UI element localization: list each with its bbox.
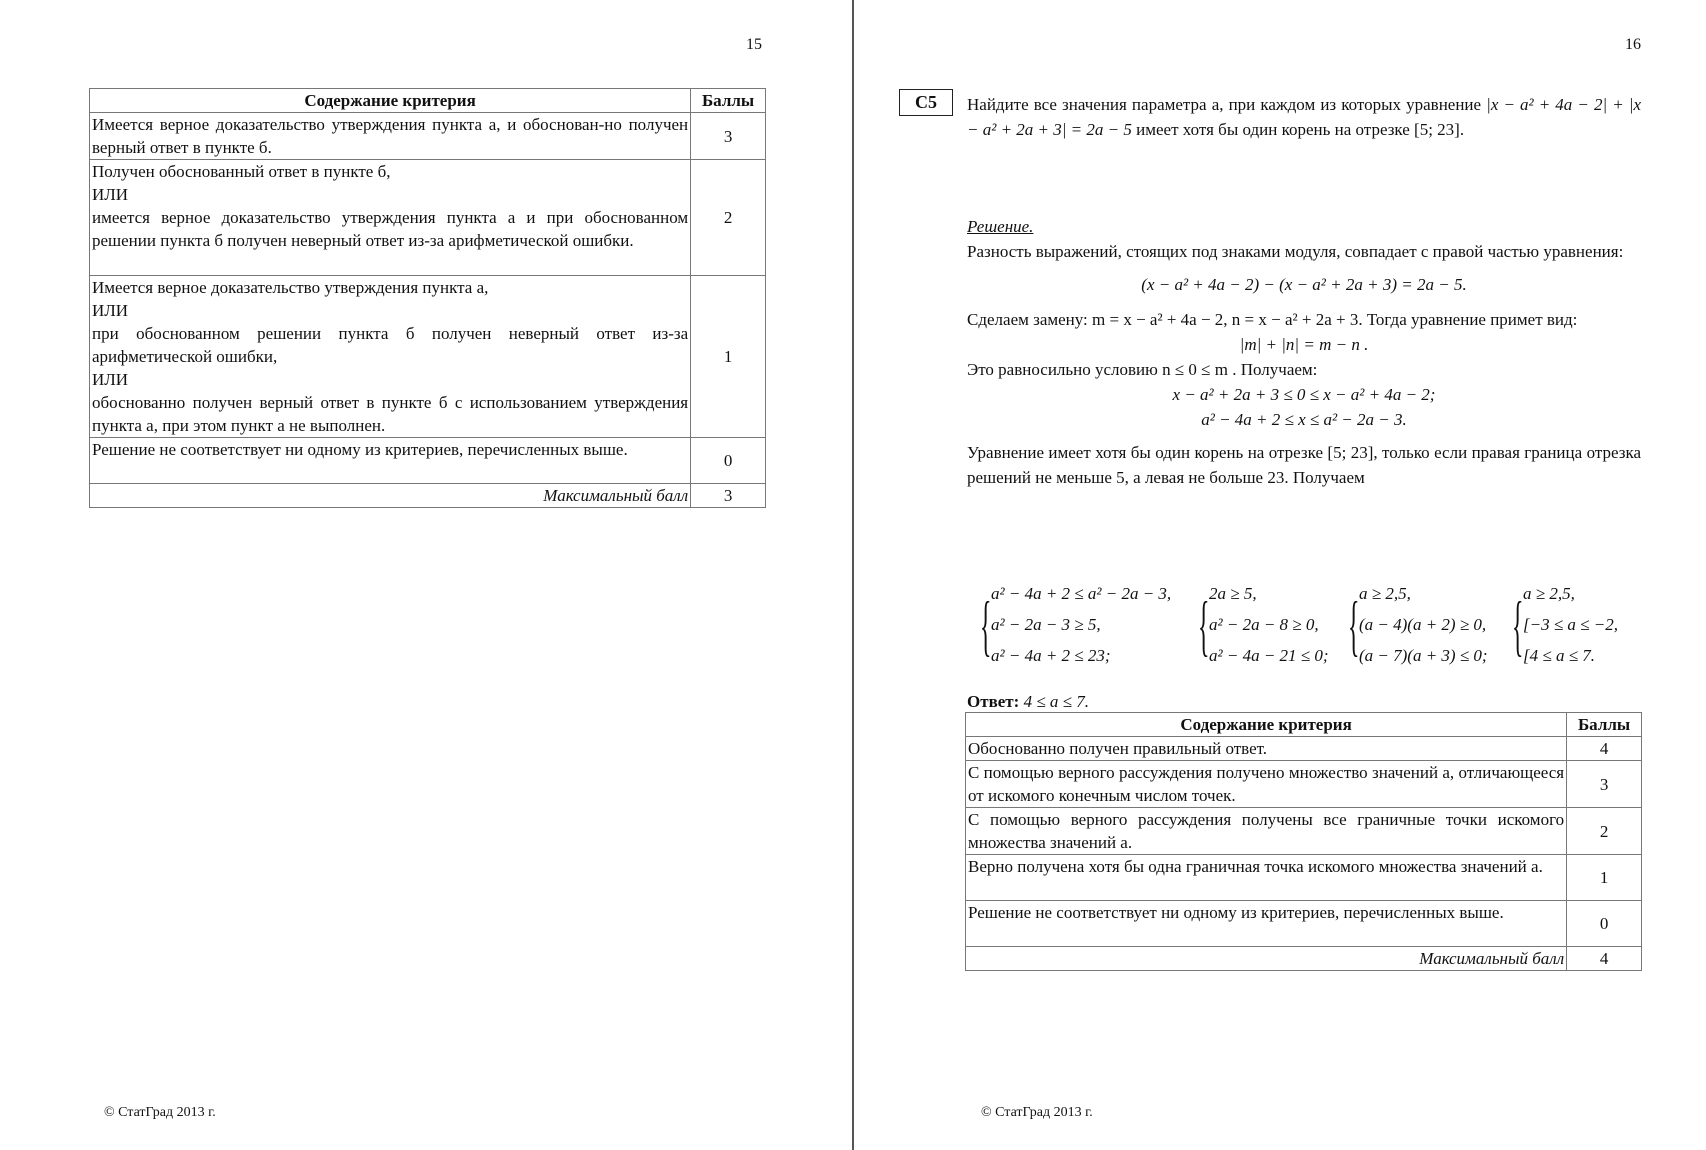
system-line: a² − 2a − 8 ≥ 0, (1209, 615, 1319, 634)
criterion-text: Верно получена хотя бы одна граничная точка искомого множества значений a. (966, 855, 1567, 901)
criteria-table (89, 88, 766, 508)
criterion-text (90, 276, 691, 438)
criterion-line: обоснованно получен верный ответ в пункте б с использованием утверждения пункта а, при этом пункт а не выполнен. (92, 393, 689, 435)
copyright: © СтатГрад 2013 г. (104, 1105, 216, 1120)
page-number: 16 (1625, 36, 1641, 53)
solution (967, 214, 1641, 490)
criterion-score: 1 (691, 276, 766, 438)
table-row (966, 901, 1642, 947)
inequality-system (1512, 578, 1618, 671)
solution-equation: (x − a² + 4a − 2) − (x − a² + 2a + 3) = 2a − 5. (1141, 275, 1467, 294)
task-equation: |x − a² + 4a − 2| + |x − a² + 2a + 3| = 2a − 5 (967, 95, 1641, 139)
criterion-score: 0 (1567, 901, 1642, 947)
system-line: [4 ≤ a ≤ 7. (1523, 646, 1596, 665)
criterion-text: Решение не соответствует ни одному из критериев, перечисленных выше. (90, 438, 691, 484)
page-divider (852, 0, 854, 1150)
criterion-line: ИЛИ (92, 370, 129, 389)
criterion-score: 2 (1567, 808, 1642, 855)
table-row (966, 855, 1642, 901)
solution-equation: a² − 4a + 2 ≤ x ≤ a² − 2a − 3. (1201, 410, 1407, 429)
table-row (90, 113, 766, 160)
brace-symbol: { (980, 587, 992, 663)
criterion-line: при обоснованном решении пункта б получен неверный ответ из-за арифметической ошибки, (92, 324, 689, 366)
solution-paragraph: Это равносильно условию n ≤ 0 ≤ m . Получаем: (967, 360, 1318, 379)
page-16 (856, 0, 1706, 1150)
max-score-label: Максимальный балл (966, 947, 1567, 971)
table-footer-row (90, 484, 766, 508)
copyright: © СтатГрад 2013 г. (981, 1105, 1093, 1120)
brace-symbol: { (1512, 587, 1524, 663)
system-line: 2a ≥ 5, (1209, 584, 1257, 603)
solution-paragraph: Сделаем замену: m = x − a² + 4a − 2, n = x − a² + 2a + 3. Тогда уравнение примет вид: (967, 310, 1578, 329)
column-header: Содержание критерия (966, 713, 1567, 737)
page-15 (0, 0, 852, 1150)
table-row (966, 761, 1642, 808)
inequality-system (1348, 578, 1488, 671)
system-line: a² − 4a − 21 ≤ 0; (1209, 646, 1329, 665)
criterion-text: Решение не соответствует ни одному из критериев, перечисленных выше. (966, 901, 1567, 947)
criterion-text: С помощью верного рассуждения получено множество значений a, отличающееся от искомого конечным числом точек. (966, 761, 1567, 808)
max-score-label: Максимальный балл (90, 484, 691, 508)
brace-symbol: { (1348, 587, 1360, 663)
criterion-score: 3 (691, 113, 766, 160)
answer-value: 4 ≤ a ≤ 7. (1023, 692, 1089, 711)
criterion-text: Обоснованно получен правильный ответ. (966, 737, 1567, 761)
criterion-text: С помощью верного рассуждения получены все граничные точки искомого множества значений a. (966, 808, 1567, 855)
criterion-text (90, 160, 691, 276)
task-text: Найдите все значения параметра a, при каждом из которых уравнение (967, 95, 1482, 114)
answer (967, 689, 1641, 714)
criterion-score: 4 (1567, 737, 1642, 761)
criterion-score: 1 (1567, 855, 1642, 901)
system-line: a² − 2a − 3 ≥ 5, (991, 615, 1101, 634)
system-line: (a − 4)(a + 2) ≥ 0, (1359, 615, 1487, 634)
solution-heading: Решение. (967, 217, 1034, 236)
column-header: Содержание критерия (90, 89, 691, 113)
solution-equation: x − a² + 2a + 3 ≤ 0 ≤ x − a² + 4a − 2; (1172, 385, 1436, 404)
criterion-score: 0 (691, 438, 766, 484)
table-row (966, 737, 1642, 761)
criterion-line: ИЛИ (92, 185, 129, 204)
criterion-score: 2 (691, 160, 766, 276)
system-line: a² − 4a + 2 ≤ a² − 2a − 3, (991, 584, 1172, 603)
answer-label: Ответ: (967, 692, 1020, 711)
system-line: a² − 4a + 2 ≤ 23; (991, 646, 1111, 665)
table-row (966, 808, 1642, 855)
criterion-line: Имеется верное доказательство утверждения пункта а, (92, 278, 489, 297)
inequality-system (980, 578, 1171, 671)
table-row (90, 276, 766, 438)
page-number: 15 (746, 36, 762, 53)
max-score-value: 3 (691, 484, 766, 508)
table-footer-row (966, 947, 1642, 971)
table-row (90, 160, 766, 276)
criteria-table (965, 712, 1642, 971)
system-line: a ≥ 2,5, (1359, 584, 1411, 603)
criterion-line: имеется верное доказательство утверждения пункта а и при обоснованном решении пункта б получен неверный ответ из-за арифметической ошибки. (92, 208, 689, 250)
task-label: C5 (899, 89, 953, 116)
table-header-row (90, 89, 766, 113)
system-line: a ≥ 2,5, (1523, 584, 1575, 603)
column-header: Баллы (691, 89, 766, 113)
brace-symbol: { (1198, 587, 1210, 663)
table-row (90, 438, 766, 484)
column-header: Баллы (1567, 713, 1642, 737)
criterion-text: Имеется верное доказательство утверждения пункта а, и обоснован-но получен верный ответ в пункте б. (90, 113, 691, 160)
solution-paragraph: Уравнение имеет хотя бы один корень на отрезке [5; 23], только если правая граница отрезка решений не меньше 5, а левая не больше 23. Получаем (967, 443, 1641, 487)
solution-paragraph: Разность выражений, стоящих под знаками модуля, совпадает с правой частью уравнения: (967, 242, 1624, 261)
max-score-value: 4 (1567, 947, 1642, 971)
system-line: (a − 7)(a + 3) ≤ 0; (1359, 646, 1488, 665)
solution-equation: |m| + |n| = m − n . (1239, 335, 1369, 354)
criterion-line: Получен обоснованный ответ в пункте б, (92, 162, 391, 181)
system-line: [−3 ≤ a ≤ −2, (1523, 615, 1618, 634)
criterion-score: 3 (1567, 761, 1642, 808)
task-interval: [5; 23]. (1414, 120, 1465, 139)
table-header-row (966, 713, 1642, 737)
criterion-line: ИЛИ (92, 301, 129, 320)
task-statement (967, 92, 1641, 142)
task-text: имеет хотя бы один корень на отрезке (1136, 120, 1410, 139)
inequality-system (1198, 578, 1329, 671)
